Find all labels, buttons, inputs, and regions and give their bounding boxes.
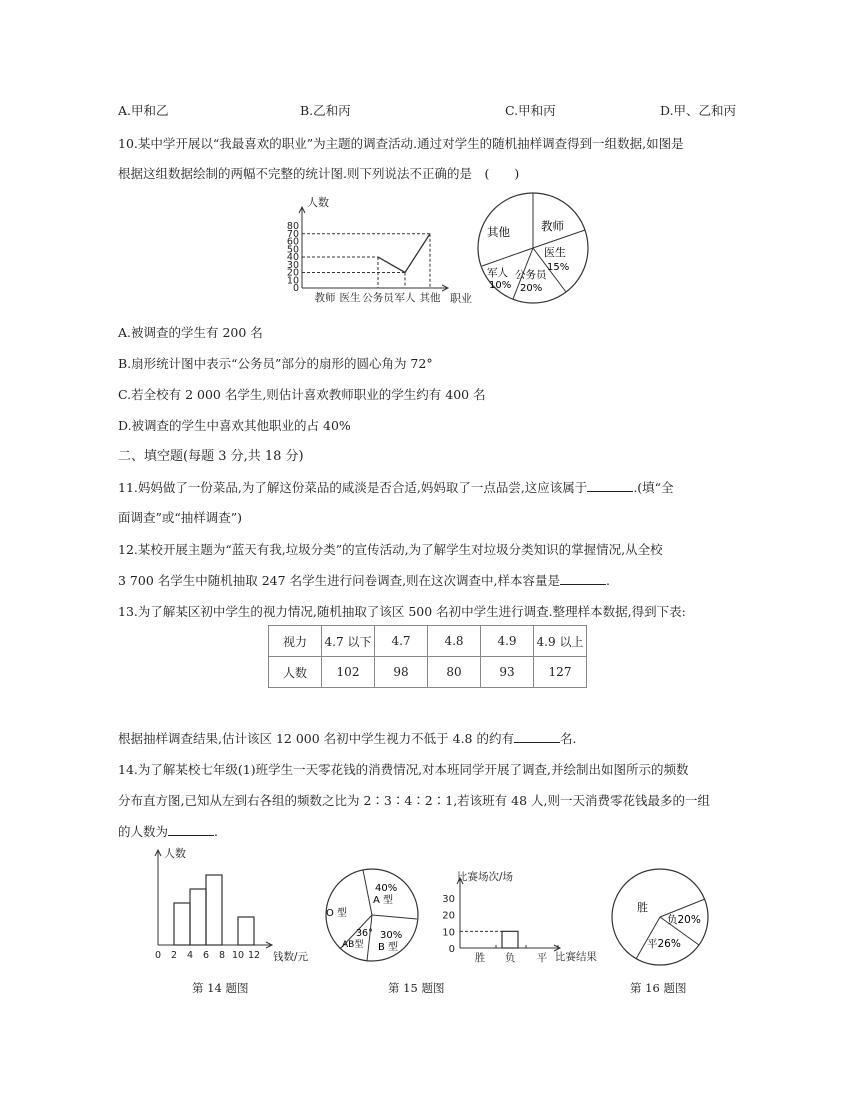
fig15-caption: 第 15 题图 [388, 981, 445, 995]
fig16-label-win: 胜 [637, 901, 648, 914]
fig16-label-lose: 负20% [667, 914, 701, 926]
fig15-label-a: A 型 [373, 895, 394, 906]
q10-y-tick-label: 20 [286, 267, 299, 279]
fig16-y-tick-label: 20 [442, 910, 455, 922]
fig16-y-tick-label: 0 [448, 944, 455, 955]
fig15-pie-edge [372, 915, 417, 919]
q10-x-label: 职业 [450, 292, 472, 305]
table-cell: 4.7 [375, 626, 428, 657]
q10-y-label: 人数 [307, 196, 329, 209]
q10-option-c: C.若全校有 2 000 名学生,则估计喜欢教师职业的学生约有 400 名 [118, 387, 486, 402]
q10-pie-label-doctor: 医生 [544, 246, 566, 259]
q10-x-tick-label: 其他 [419, 292, 441, 304]
q10-option-d: D.被调查的学生中喜欢其他职业的占 40% [118, 418, 351, 433]
q14-line3 [118, 824, 218, 840]
fig15-label-a-pct: 40% [375, 883, 398, 894]
q10-y-tick-label: 50 [286, 244, 299, 256]
q10-x-tick-label: 公务员 [362, 292, 394, 304]
q13-vision-table [268, 625, 587, 688]
fig15-pie-edge [363, 870, 372, 915]
q12-text: 3 700 名学生中随机抽取 247 名学生进行问卷调查,则在这次调查中,样本容量是 [118, 573, 561, 588]
fig14-x-tick-label: 10 [231, 950, 245, 961]
q10-x-tick-label: 军人 [394, 292, 416, 304]
q10-pie-label-civil-pct: 20% [520, 283, 543, 294]
q9-option-c: C.甲和丙 [505, 103, 556, 118]
q13-text: 根据抽样调查结果,估计该区 12 000 名初中学生视力不低于 4.8 的约有 [118, 731, 514, 746]
q13-text-end: 名. [560, 731, 577, 746]
table-cell: 98 [375, 657, 428, 688]
q10-pie-label-soldier-pct: 10% [489, 280, 512, 291]
table-cell: 4.8 [428, 626, 481, 657]
q14-text: 的人数为 [118, 824, 169, 839]
fig15-label-b-pct: 30% [380, 930, 403, 941]
fig14-x-tick-label: 2 [170, 950, 178, 961]
q10-x-tick-label: 教师 [314, 292, 336, 304]
q10-pie-label-teacher: 教师 [541, 219, 564, 233]
q10-pie-edge [482, 248, 533, 266]
fig16-bar-chart [435, 868, 610, 968]
q9-option-d: D.甲、乙和丙 [660, 103, 737, 118]
fig14-x-tick-label: 4 [186, 950, 194, 961]
q11-line2: 面调查”或“抽样调查”) [118, 510, 243, 525]
table-cell: 127 [534, 657, 587, 688]
fig14-bar [238, 917, 254, 945]
fig14-x-tick-label: 0 [154, 950, 162, 961]
q14-text-end: . [214, 824, 218, 839]
fig14-bar [174, 903, 190, 945]
q14-answer-blank[interactable] [168, 824, 214, 836]
q10-y-tick-label: 70 [286, 228, 299, 240]
q10-pie-label-civil: 公务员 [515, 269, 547, 281]
q10-pie-chart [465, 190, 600, 310]
q10-stem-line1: 10.某中学开展以“我最喜欢的职业”为主题的调查活动.通过对学生的随机抽样调查得到一组数据,如图是 [118, 136, 684, 151]
table-cell: 4.9 以上 [534, 626, 587, 657]
q13-line1: 13.为了解某区初中学生的视力情况,随机抽取了该区 500 名初中学生进行调查.整理样本数据,得到下表: [118, 604, 686, 619]
table-row [269, 657, 587, 688]
fig16-y-label: 比赛场次/场 [457, 871, 514, 883]
table-cell: 人数 [269, 657, 322, 688]
q14-line1: 14.为了解某校七年级(1)班学生一天零花钱的消费情况,对本班同学开展了调查,并绘制出如图所示的频数 [118, 762, 689, 777]
q13-line2 [118, 731, 576, 747]
q14-line2: 分布直方图,已知从左到右各组的频数之比为 2∶3∶4∶2∶1,若该班有 48 人,则一天消费零花钱最多的一组 [118, 793, 711, 808]
q12-line1: 12.某校开展主题为“蓝天有我,垃圾分类”的宣传活动,为了解学生对垃圾分类知识的掌握情况,从全校 [118, 542, 663, 557]
fig16-x-tick-label: 平 [536, 952, 548, 964]
fig16-x-tick-label: 胜 [474, 952, 486, 964]
fig16-pie-chart [605, 865, 715, 970]
section-title-fill-blank: 二、填空题(每题 3 分,共 18 分) [118, 449, 304, 464]
q9-option-a: A.甲和乙 [118, 103, 169, 118]
fig14-bar [206, 875, 222, 945]
fig15-label-b: B 型 [378, 942, 399, 953]
table-cell: 80 [428, 657, 481, 688]
fig16-bar [502, 931, 518, 948]
q10-y-tick-label: 0 [292, 283, 299, 294]
table-cell: 102 [322, 657, 375, 688]
fig15-label-ab-angle: 36° [356, 928, 373, 939]
q12-line2 [118, 573, 610, 589]
q10-line-chart [270, 190, 480, 315]
q10-y-tick-label: 80 [286, 221, 299, 232]
fig14-x-tick-label: 8 [218, 950, 226, 961]
table-cell: 93 [481, 657, 534, 688]
fig16-y-tick-label: 30 [442, 894, 455, 905]
fig14-bar [190, 889, 206, 945]
q10-pie-label-doctor-pct: 15% [547, 262, 570, 273]
fig14-y-label: 人数 [164, 847, 186, 860]
fig14-caption: 第 14 题图 [192, 981, 249, 995]
q10-y-tick-label: 40 [286, 252, 299, 263]
q10-y-tick-label: 10 [286, 275, 299, 287]
fig16-caption: 第 16 题图 [630, 981, 687, 995]
q9-option-b: B.乙和丙 [300, 103, 351, 118]
q10-y-tick-label: 30 [286, 259, 299, 271]
q13-answer-blank[interactable] [514, 731, 560, 743]
q11-text-end: .(填“全 [633, 480, 674, 495]
fig16-x-tick-label: 负 [504, 952, 516, 964]
table-cell: 4.9 [481, 626, 534, 657]
q11-answer-blank[interactable] [587, 480, 633, 492]
table-row [269, 626, 587, 657]
q10-data-line [378, 234, 430, 273]
table-cell: 视力 [269, 626, 322, 657]
table-cell: 4.7 以下 [322, 626, 375, 657]
q10-option-a: A.被调查的学生有 200 名 [118, 325, 263, 340]
q10-pie-label-soldier: 军人 [487, 267, 508, 279]
q10-x-tick-label: 医生 [339, 292, 361, 304]
fig16-y-tick-label: 10 [442, 927, 455, 939]
q12-answer-blank[interactable] [560, 573, 606, 585]
fig15-label-o: O 型 [326, 908, 348, 919]
fig14-histogram [145, 845, 325, 965]
q11-line1 [118, 480, 674, 496]
q10-pie-label-other: 其他 [487, 225, 510, 239]
fig15-label-ab: AB型 [342, 940, 364, 950]
fig14-x-tick-label: 6 [202, 950, 210, 961]
q10-stem-line2: 根据这组数据绘制的两幅不完整的统计图.则下列说法不正确的是 ( ) [118, 166, 520, 181]
q10-y-tick-label: 60 [286, 236, 299, 248]
fig15-pie-chart [320, 865, 425, 965]
q12-text-end: . [606, 573, 610, 588]
q10-option-b: B.扇形统计图中表示“公务员”部分的扇形的圆心角为 72° [118, 356, 433, 371]
fig14-x-label: 钱数/元 [273, 951, 309, 963]
fig16-label-draw: 平26% [647, 938, 681, 950]
q11-text: 11.妈妈做了一份菜品,为了解这份菜品的咸淡是否合适,妈妈取了一点品尝,这应该属于 [118, 480, 588, 495]
fig16-x-label: 比赛结果 [555, 951, 597, 963]
fig14-x-tick-label: 12 [247, 950, 261, 961]
